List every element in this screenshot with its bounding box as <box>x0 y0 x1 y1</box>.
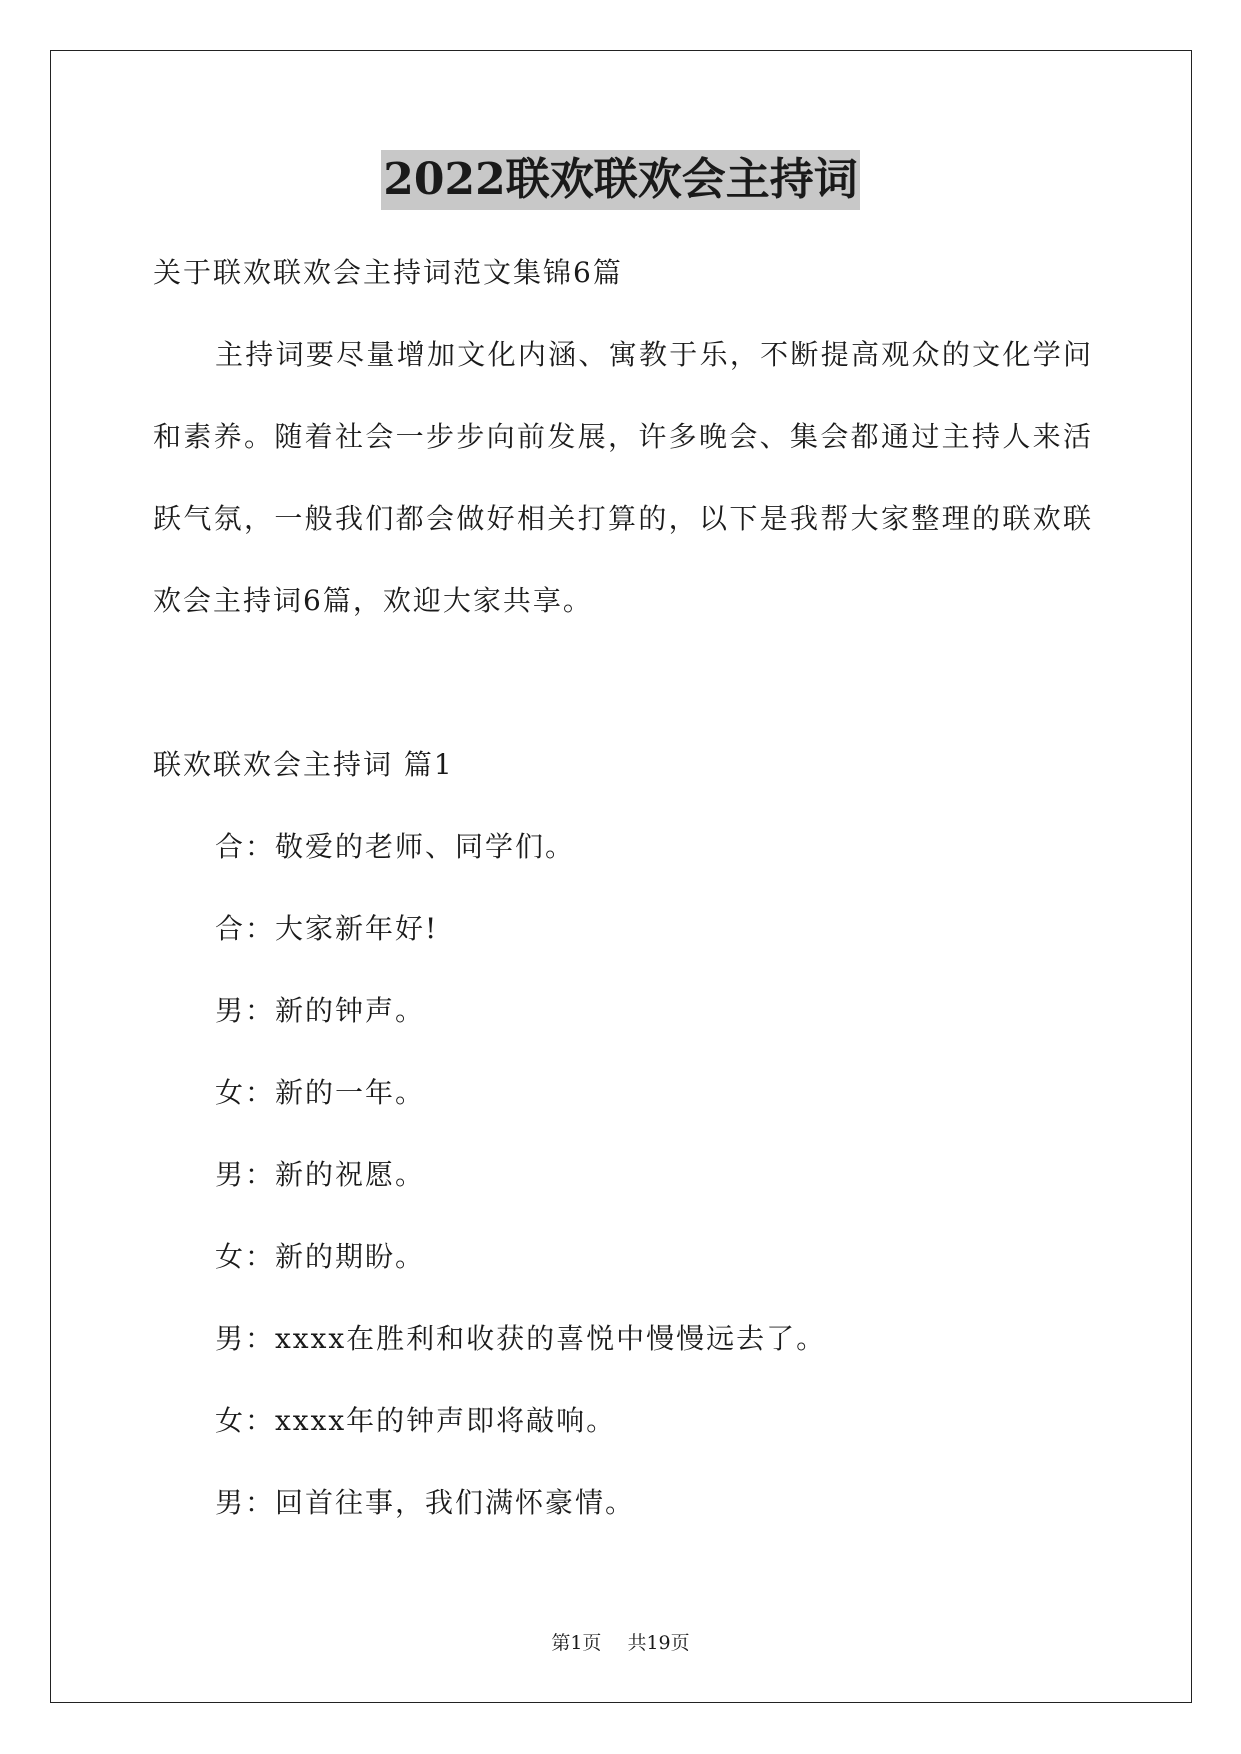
dialogue-line: 女：新的一年。 <box>215 1076 426 1109</box>
document-subtitle: 关于联欢联欢会主持词范文集锦6篇 <box>153 256 623 289</box>
dialogue-line: 男：新的祝愿。 <box>215 1158 426 1191</box>
dialogue-line: 合：敬爱的老师、同学们。 <box>215 830 576 863</box>
page-total: 共19页 <box>627 1632 690 1654</box>
dialogue-line: 男：回首往事，我们满怀豪情。 <box>215 1486 636 1519</box>
intro-paragraph: 主持词要尽量增加文化内涵、寓教于乐，不断提高观众的文化学问和素养。随着社会一步步向前发展，许多晚会、集会都通过主持人来活跃气氛，一般我们都会做好相关打算的，以下是我帮大家整理的联欢联欢会主持词6篇，欢迎大家共享。 <box>153 338 1093 617</box>
document-body <box>153 232 1093 1544</box>
document-title: 2022联欢联欢会主持词 <box>381 150 859 210</box>
dialogue-line: 男：新的钟声。 <box>215 994 426 1027</box>
dialogue-line: 合：大家新年好! <box>215 912 439 945</box>
section-heading: 联欢联欢会主持词 篇1 <box>153 748 454 781</box>
page-footer <box>0 1628 1241 1655</box>
title-container <box>0 150 1241 210</box>
dialogue-line: 女：xxxx年的钟声即将敲响。 <box>215 1404 617 1437</box>
page-number: 第1页 <box>551 1632 602 1654</box>
dialogue-line: 女：新的期盼。 <box>215 1240 426 1273</box>
section-spacer <box>153 642 1093 724</box>
dialogue-line: 男：xxxx在胜利和收获的喜悦中慢慢远去了。 <box>215 1322 827 1355</box>
